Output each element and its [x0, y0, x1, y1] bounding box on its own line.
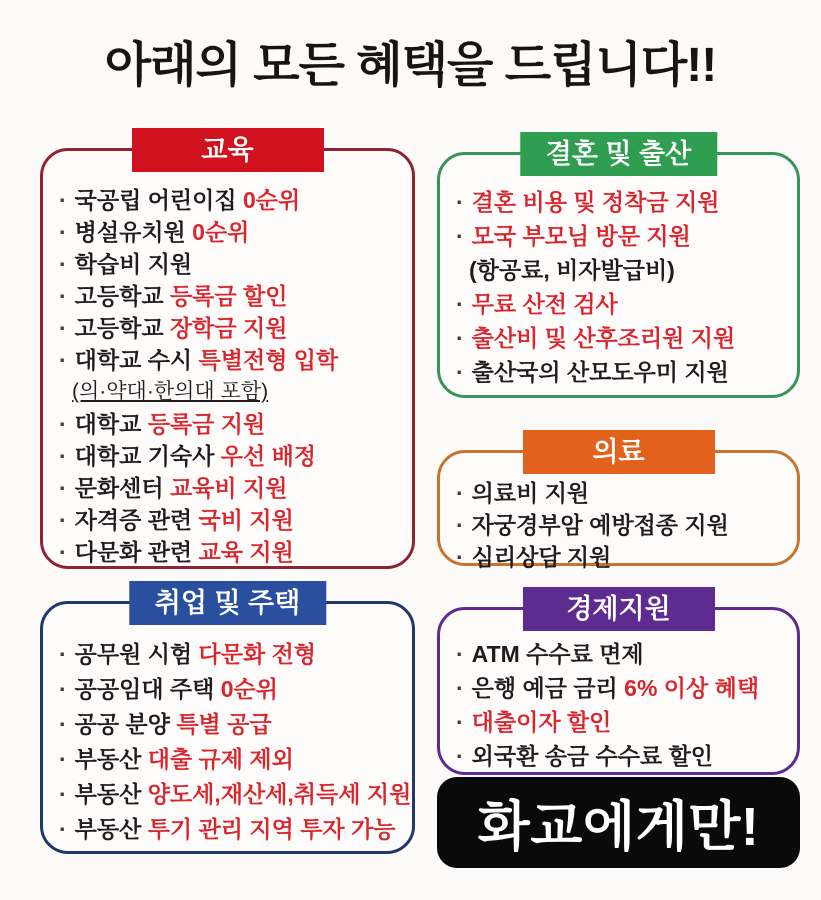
benefit-item [456, 671, 787, 705]
benefit-text [472, 705, 612, 739]
benefit-highlight: 국비 지원 [198, 507, 294, 533]
benefit-plain: 고등학교 [74, 315, 170, 341]
benefit-plain: 의료비 지원 [471, 480, 590, 506]
benefit-plain: 부동산 [74, 746, 148, 772]
benefit-highlight: 교육비 지원 [169, 475, 288, 501]
section-medical-header: 의료 [523, 430, 715, 474]
benefit-item [59, 472, 402, 504]
benefit-note [456, 253, 787, 287]
benefit-item [456, 637, 787, 671]
benefit-plain: 자궁경부암 예방접종 지원 [471, 512, 729, 538]
section-marriage-childbirth [437, 139, 800, 398]
benefit-item [59, 440, 402, 472]
benefit-text [75, 637, 316, 672]
benefit-plain: 대학교 기숙사 [74, 443, 221, 469]
bullet-dot: · [456, 675, 464, 701]
bullet-dot: · [456, 223, 464, 249]
benefit-highlight: 0순위 [220, 676, 278, 702]
benefit-list-education [43, 151, 412, 568]
bullet-dot: · [59, 187, 67, 213]
benefit-text [472, 671, 759, 705]
benefit-plain: 공공 분양 [74, 711, 177, 737]
benefit-text [75, 672, 278, 707]
section-economic-support-header: 경제지원 [523, 587, 715, 631]
benefit-plain: (항공료, 비자발급비) [469, 257, 675, 283]
bullet-dot: · [59, 539, 67, 565]
bullet-dot: · [59, 411, 67, 437]
bullet-dot: · [59, 711, 67, 737]
benefit-item [59, 344, 402, 376]
benefit-text [75, 707, 272, 742]
benefit-item [59, 504, 402, 536]
benefit-highlight: 대출이자 할인 [471, 709, 612, 735]
benefit-highlight: 출산비 및 산후조리원 지원 [471, 325, 736, 351]
benefit-plain: 학습비 지원 [74, 251, 193, 277]
benefit-highlight: 교육 지원 [198, 539, 294, 565]
benefit-text [469, 253, 675, 287]
benefit-plain: 은행 예금 금리 [471, 675, 625, 701]
benefit-list-employment-housing [43, 604, 412, 847]
benefit-plain: 부동산 [74, 816, 148, 842]
benefit-text [472, 739, 713, 773]
benefit-item [59, 312, 402, 344]
benefit-item [59, 812, 402, 847]
benefit-list-economic-support [440, 610, 797, 773]
benefit-item [456, 321, 787, 355]
benefit-text [75, 504, 294, 536]
benefit-text [472, 509, 729, 541]
benefit-list-marriage-childbirth [440, 155, 797, 389]
benefit-item [59, 408, 402, 440]
benefit-plain: 대학교 [74, 411, 148, 437]
benefit-highlight: 등록금 할인 [169, 283, 288, 309]
benefit-item [59, 777, 412, 812]
benefit-item [456, 739, 787, 773]
benefit-text [472, 355, 729, 389]
benefit-item [59, 536, 402, 568]
benefit-plain: 문화센터 [74, 475, 170, 501]
benefit-highlight: 등록금 지원 [147, 411, 266, 437]
benefit-text [75, 742, 294, 777]
benefit-highlight: 특별 공급 [176, 711, 272, 737]
benefit-highlight: 결혼 비용 및 정착금 지원 [471, 189, 720, 215]
benefit-text [75, 216, 250, 248]
benefit-text [72, 376, 268, 408]
section-education [40, 135, 415, 569]
bullet-dot: · [456, 544, 464, 570]
benefit-item [59, 248, 402, 280]
benefit-note [59, 376, 402, 408]
benefit-item [456, 509, 787, 541]
benefit-text [75, 248, 192, 280]
section-marriage-childbirth-header: 결혼 및 출산 [520, 132, 717, 176]
bullet-dot: · [456, 291, 464, 317]
benefit-plain: 병설유치원 [74, 219, 193, 245]
benefit-plain: 외국환 송금 수수료 할인 [471, 743, 714, 769]
section-education-header: 교육 [132, 128, 324, 172]
bullet-dot: · [456, 189, 464, 215]
benefit-plain: 공무원 시험 [74, 641, 199, 667]
benefit-highlight: 모국 부모님 방문 지원 [471, 223, 691, 249]
bullet-dot: · [456, 325, 464, 351]
only-for-badge: 화교에게만! [437, 777, 800, 868]
benefit-item [456, 287, 787, 321]
benefit-highlight: 다문화 전형 [198, 641, 317, 667]
bullet-dot: · [59, 507, 67, 533]
benefit-text [472, 287, 618, 321]
benefit-text [472, 219, 691, 253]
benefit-plain: 공공임대 주택 [74, 676, 221, 702]
benefit-highlight: 무료 산전 검사 [471, 291, 618, 317]
bullet-dot: · [59, 347, 67, 373]
bullet-dot: · [456, 743, 464, 769]
benefit-plain: (의·약대·한의대 포함) [72, 380, 269, 403]
benefit-item [456, 705, 787, 739]
section-employment-housing-header: 취업 및 주택 [129, 581, 326, 625]
bullet-dot: · [59, 641, 67, 667]
section-economic-support [437, 594, 800, 775]
benefit-text [75, 184, 301, 216]
benefit-item [456, 219, 787, 253]
benefit-text [75, 472, 288, 504]
benefit-plain: 고등학교 [74, 283, 170, 309]
bullet-dot: · [59, 283, 67, 309]
benefit-highlight: 양도세,재산세,취득세 지원 [147, 781, 412, 807]
benefit-text [75, 440, 316, 472]
bullet-dot: · [59, 746, 67, 772]
benefit-text [75, 408, 266, 440]
section-medical [437, 437, 800, 570]
bullet-dot: · [456, 480, 464, 506]
benefit-item [59, 637, 402, 672]
benefit-plain: ATM 수수료 면제 [471, 641, 644, 667]
bullet-dot: · [59, 475, 67, 501]
benefit-plain: 자격증 관련 [74, 507, 199, 533]
benefit-item [456, 541, 787, 573]
benefit-highlight: 우선 배정 [220, 443, 317, 469]
benefit-text [75, 280, 288, 312]
benefit-item [59, 216, 402, 248]
bullet-dot: · [456, 512, 464, 538]
benefit-highlight: 장학금 지원 [169, 315, 288, 341]
benefit-item [59, 707, 402, 742]
benefit-text [472, 321, 736, 355]
benefit-plain: 출산국의 산모도우미 지원 [471, 359, 729, 385]
benefit-item [59, 280, 402, 312]
benefit-highlight: 0순위 [242, 187, 301, 213]
benefit-highlight: 특별전형 입학 [198, 347, 339, 373]
bullet-dot: · [59, 781, 67, 807]
benefit-text [75, 812, 396, 847]
benefit-highlight: 투기 관리 지역 투자 가능 [147, 816, 396, 842]
bullet-dot: · [59, 816, 67, 842]
bullet-dot: · [456, 641, 464, 667]
benefit-item [59, 672, 402, 707]
benefit-plain: 부동산 [74, 781, 148, 807]
section-employment-housing [40, 588, 415, 854]
benefit-plain: 대학교 수시 [74, 347, 199, 373]
benefit-item [456, 185, 787, 219]
benefit-item [456, 355, 787, 389]
benefit-highlight: 6% 이상 혜택 [624, 675, 760, 701]
benefit-text [75, 344, 339, 376]
bullet-dot: · [59, 219, 67, 245]
benefit-plain: 심리상담 지원 [471, 544, 612, 570]
bullet-dot: · [59, 676, 67, 702]
benefit-item [59, 184, 402, 216]
bullet-dot: · [59, 251, 67, 277]
benefit-highlight: 0순위 [192, 219, 250, 245]
poster-title: 아래의 모든 혜택을 드립니다!! [104, 39, 717, 92]
benefit-plain: 다문화 관련 [74, 539, 199, 565]
benefit-text [472, 541, 612, 573]
benefit-text [472, 185, 720, 219]
benefit-plain: 국공립 어린이집 [74, 187, 243, 213]
benefit-text [75, 536, 294, 568]
benefit-text [75, 777, 412, 812]
bullet-dot: · [456, 709, 464, 735]
benefit-item [456, 477, 787, 509]
benefit-text [472, 637, 644, 671]
benefit-highlight: 대출 규제 제외 [147, 746, 294, 772]
benefit-item [59, 742, 402, 777]
bullet-dot: · [59, 315, 67, 341]
benefit-text [75, 312, 288, 344]
bullet-dot: · [456, 359, 464, 385]
benefit-text [472, 477, 589, 509]
bullet-dot: · [59, 443, 67, 469]
